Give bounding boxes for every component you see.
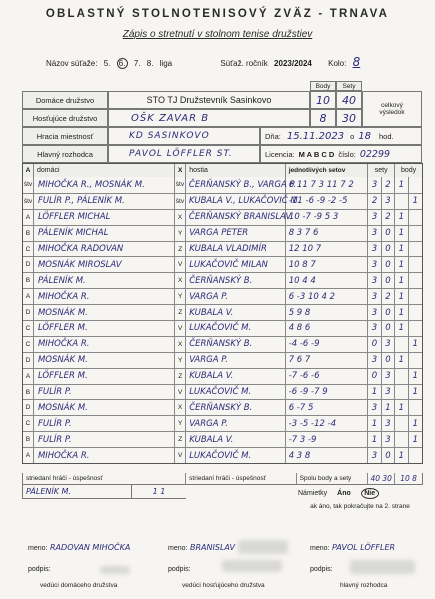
home-player: LÖFFLER MICHAL	[34, 210, 175, 225]
match-row-label-a: štv	[23, 177, 34, 193]
home-sets-won: 1	[368, 385, 381, 400]
home-point: 1	[395, 177, 408, 193]
away-player: LUKAČOVIČ M.	[186, 385, 286, 400]
match-row-label-a: štv	[23, 194, 34, 209]
away-sets-won: 0	[382, 321, 395, 336]
home-point: 1	[395, 226, 408, 241]
license-classes: M A B C D	[298, 149, 335, 159]
match-row-label-a: A	[23, 289, 34, 304]
match-row-label-a: C	[23, 242, 34, 257]
league-option-6-circled	[117, 58, 128, 69]
match-row-label-a: B	[23, 385, 34, 400]
away-point	[409, 257, 422, 272]
license-number-label: číslo:	[338, 149, 356, 159]
set-scores: 10 8 7	[286, 257, 369, 272]
home-point: 1	[395, 273, 408, 288]
home-sets-won: 3	[368, 400, 381, 415]
home-sets-won: 3	[368, 353, 381, 368]
away-point: 1	[412, 434, 419, 445]
match-row-label-a: B	[23, 432, 34, 447]
away-player: KUBALA V., LUKAČOVIČ M.	[186, 194, 286, 209]
subs-home-name: PÁLENÍK M.	[22, 485, 132, 499]
away-sets-won: 0	[382, 353, 395, 368]
home-player: MIHOČKA R.	[34, 337, 175, 352]
redaction	[100, 566, 130, 574]
home-player: MOSNÁK M.	[34, 305, 175, 320]
match-row	[23, 272, 422, 288]
match-row	[23, 336, 422, 352]
home-sets-won: 0	[368, 337, 381, 352]
league-option-7: 7.	[133, 59, 141, 68]
match-row	[23, 352, 422, 368]
sets-header: Sety	[336, 81, 362, 91]
match-row-label-a: C	[23, 321, 34, 336]
overall-result-label: celkový výsledok	[362, 91, 422, 127]
away-player: VARGA P.	[186, 289, 286, 304]
match-row	[23, 368, 422, 384]
home-leader-role: vedúci domáceho družstva	[40, 582, 118, 589]
home-player: MOSNÁK MIROSLAV	[34, 257, 175, 272]
match-row-label-x: X	[175, 400, 186, 415]
set-scores: -4 -6 -9	[286, 337, 369, 352]
home-point: 1	[395, 289, 408, 304]
home-sets-won: 3	[368, 257, 381, 272]
away-player: VARGA P.	[186, 416, 286, 431]
away-sets-won: 3	[382, 385, 395, 400]
match-row	[23, 209, 422, 225]
away-player: ČERŇANSKÝ B.	[186, 400, 286, 415]
set-scores: 4 8 6	[286, 321, 369, 336]
totals-row	[22, 473, 423, 485]
home-point: 1	[395, 448, 408, 463]
away-sets-won: 2	[382, 289, 395, 304]
home-sets-won: 1	[368, 432, 381, 447]
match-table	[22, 163, 423, 464]
match-row	[23, 320, 422, 336]
match-row-label-x: V	[175, 448, 186, 463]
set-scores: 8 3 7 6	[286, 226, 369, 241]
home-sets-won: 3	[368, 273, 381, 288]
match-row	[23, 304, 422, 320]
col-set-scores: jednotlivých setov	[286, 164, 369, 177]
home-sets-won: 3	[368, 226, 381, 241]
set-scores: 5 9 8	[286, 305, 369, 320]
home-sets-won: 0	[368, 369, 381, 384]
home-point: 1	[395, 321, 408, 336]
time-suffix: hod.	[379, 131, 394, 141]
col-home: domáci	[34, 164, 175, 177]
set-scores: 4 3 8	[286, 448, 369, 463]
match-row-label-a: A	[23, 448, 34, 463]
match-row	[23, 431, 422, 447]
home-sets-won: 3	[368, 210, 381, 225]
venue-value: KD SASINKOVO	[108, 127, 260, 145]
home-point: 1	[395, 257, 408, 272]
match-row-label-x: X	[175, 337, 186, 352]
round-label: Kolo:	[328, 59, 347, 68]
home-player: MIHOČKA R.	[34, 289, 175, 304]
time-prefix: o	[350, 131, 355, 141]
away-player: KUBALA VLADIMÍR	[186, 242, 286, 257]
away-point	[409, 400, 422, 415]
home-point: 1	[395, 400, 408, 415]
set-scores: 12 10 7	[286, 242, 369, 257]
home-sets-won: 2	[368, 194, 381, 209]
match-row-label-x: Z	[175, 242, 186, 257]
match-rows	[23, 177, 422, 463]
home-sets-won: 3	[368, 289, 381, 304]
away-sets-won: 3	[382, 194, 395, 209]
home-team-label: Domáce družstvo	[22, 91, 108, 109]
home-point: 1	[395, 353, 408, 368]
away-team-label: Hosťujúce družstvo	[22, 109, 108, 127]
referee-signature-name: PAVOL LÖFFLER	[332, 543, 396, 552]
away-player: LUKAČOVIČ MILAN	[186, 257, 286, 272]
remarks-note: ak áno, tak pokračujte na 2. strane	[310, 503, 410, 510]
home-sets-won: 3	[368, 242, 381, 257]
away-point	[409, 177, 422, 193]
home-player: MIHOČKA R.	[34, 448, 175, 463]
match-row-label-a: C	[23, 337, 34, 352]
referee-sign-label: podpis:	[310, 566, 333, 573]
match-row-label-x: X	[175, 210, 186, 225]
match-row-label-a: A	[23, 369, 34, 384]
away-team-name: OŠK ZAVAR B	[108, 109, 310, 127]
away-player: ČERŇANSKÝ B.	[186, 273, 286, 288]
home-player: MOSNÁK M.	[34, 400, 175, 415]
league-option-8: 8.	[146, 59, 154, 68]
away-point: 1	[412, 196, 418, 207]
points-header: Body	[310, 81, 336, 91]
match-row	[23, 256, 422, 272]
away-player: VARGA PETER	[186, 226, 286, 241]
date-label: Dňa:	[265, 131, 281, 141]
remarks-label: Námietky	[298, 490, 328, 497]
away-player: KUBALA V.	[186, 369, 286, 384]
home-player: FULÍR P.	[34, 432, 175, 447]
away-sets-won: 3	[382, 432, 395, 447]
league-option-6: 6.	[118, 59, 126, 68]
away-point	[409, 289, 422, 304]
set-scores: -7 3 -9	[286, 432, 369, 447]
away-player: LUKAČOVIČ M.	[186, 321, 286, 336]
match-row-label-x: štv	[175, 177, 186, 193]
match-row-label-x: Z	[175, 432, 186, 447]
season-label: Súťaž. ročník	[220, 59, 268, 68]
subs-home-result: 1 1	[132, 485, 186, 499]
remarks-no-circled	[361, 488, 379, 499]
match-row-label-a: C	[23, 416, 34, 431]
organization-title: OBLASTNÝ STOLNOTENISOVÝ ZVÄZ - TRNAVA	[45, 8, 390, 20]
away-sets-won: 0	[382, 448, 395, 463]
form-title: Zápis o stretnutí v stolnom tenise družstiev	[122, 29, 313, 40]
season-value: 2023/2024	[274, 59, 312, 68]
match-row-label-a: D	[23, 305, 34, 320]
away-sets-won: 0	[382, 257, 395, 272]
match-table-header	[23, 164, 422, 177]
subs-away-label: striedaní hráči - úspešnosť	[186, 473, 296, 484]
home-sets-won: 3	[368, 305, 381, 320]
away-sign-label: podpis:	[168, 566, 191, 573]
match-row-label-x: Y	[175, 416, 186, 431]
competition-label: Názov súťaže:	[46, 59, 98, 68]
home-point: 1	[395, 210, 408, 225]
match-row	[23, 415, 422, 431]
col-a: A	[23, 164, 34, 177]
time-value: 18	[358, 130, 372, 142]
away-point: 1	[412, 387, 419, 398]
set-scores: -3 -5 -12 -4	[286, 416, 369, 431]
away-sets-won: 0	[382, 273, 395, 288]
referee-label: Hlavný rozhodca	[22, 145, 108, 163]
set-scores: 6 -3 10 4 2	[286, 289, 369, 304]
license-field	[260, 145, 422, 163]
total-sets: 40 30	[368, 473, 395, 484]
match-row	[23, 384, 422, 400]
round-value: 8	[352, 55, 361, 69]
set-scores: 6 11 7 3 11 7 2	[286, 177, 368, 193]
col-points: body	[400, 167, 417, 174]
set-scores: -6 -9 -7 9	[286, 385, 369, 400]
away-point	[409, 448, 422, 463]
match-row-label-a: D	[23, 400, 34, 415]
home-player: FULÍR P.	[34, 416, 175, 431]
license-label: Licencia:	[265, 149, 295, 159]
match-row-label-x: štv	[175, 194, 186, 209]
home-leader-name-label: meno:	[28, 545, 48, 552]
home-point	[395, 369, 408, 384]
match-row-label-a: A	[23, 210, 34, 225]
venue-label: Hracia miestnosť	[22, 127, 108, 145]
referee-value: PAVOL LÖFFLER ST.	[108, 145, 260, 163]
away-point: 1	[412, 371, 419, 382]
match-row-label-x: Y	[175, 353, 186, 368]
home-player: LÖFFLER M.	[34, 369, 175, 384]
referee-name-label: meno:	[310, 545, 330, 552]
total-points: 10 8	[400, 474, 417, 483]
match-row-label-x: Y	[175, 226, 186, 241]
away-player: ČERŇANSKÝ B.	[186, 337, 286, 352]
home-player: MOSNÁK M.	[34, 353, 175, 368]
match-row	[23, 288, 422, 304]
home-point	[395, 416, 408, 431]
home-sets: 40	[336, 91, 362, 109]
col-sets: sety	[368, 164, 395, 177]
league-option-5: 5.	[103, 59, 111, 68]
subs-home-label: striedaní hráči - úspešnosť	[23, 473, 186, 484]
home-player: PÁLENÍK M.	[34, 273, 175, 288]
home-points: 10	[310, 91, 336, 109]
match-row	[23, 177, 422, 193]
home-point	[395, 337, 408, 352]
home-sets-won: 3	[368, 448, 381, 463]
redaction	[350, 560, 415, 574]
home-point	[395, 432, 408, 447]
match-row-label-a: D	[23, 257, 34, 272]
license-number: 02299	[359, 148, 391, 160]
match-row-label-x: V	[175, 257, 186, 272]
away-point	[409, 305, 422, 320]
away-point	[409, 242, 422, 257]
away-player: LUKAČOVIČ M.	[186, 448, 286, 463]
home-point	[395, 385, 408, 400]
home-sets-won: 1	[368, 416, 381, 431]
away-point: 1	[412, 418, 419, 429]
away-sets: 30	[336, 109, 362, 127]
away-sets-won: 3	[382, 369, 395, 384]
match-row	[23, 241, 422, 257]
away-point	[409, 321, 422, 336]
match-row-label-x: Z	[175, 369, 186, 384]
away-sets-won: 2	[382, 210, 395, 225]
home-point: 1	[395, 242, 408, 257]
league-word: liga	[159, 59, 173, 68]
redaction	[238, 540, 288, 554]
remarks-block	[298, 488, 422, 510]
away-player: KUBALA V.	[186, 432, 286, 447]
match-row-label-a: B	[23, 273, 34, 288]
away-sets-won: 2	[382, 177, 395, 193]
col-away: hostia	[186, 164, 286, 177]
away-player: ČERŇANSKÝ B., VARGA P.	[186, 177, 286, 193]
set-scores: -7 -6 -6	[286, 369, 369, 384]
remarks-no: Nie	[364, 490, 376, 497]
away-point	[409, 273, 422, 288]
match-row	[23, 399, 422, 415]
remarks-yes: Áno	[337, 490, 351, 497]
away-point	[409, 353, 422, 368]
home-player: PÁLENÍK MICHAL	[34, 226, 175, 241]
away-sets-won: 3	[382, 416, 395, 431]
home-team-name: STO TJ Družstevník Sasinkovo	[108, 91, 310, 109]
away-player: ČERŇANSKÝ BRANISLAV	[186, 210, 286, 225]
away-sets-won: 1	[382, 400, 395, 415]
home-player: FULÍR P.	[34, 385, 175, 400]
home-sets-won: 3	[368, 177, 381, 193]
away-leader-name-label: meno:	[168, 545, 188, 552]
match-row	[23, 447, 422, 463]
match-row-label-a: D	[23, 353, 34, 368]
home-player: LÖFFLER M.	[34, 321, 175, 336]
home-player: MIHOČKA RADOVAN	[34, 242, 175, 257]
match-row-label-x: X	[175, 273, 186, 288]
date-field	[260, 127, 422, 145]
home-player: FULÍR P., PÁLENÍK M.	[34, 194, 175, 209]
match-row	[23, 225, 422, 241]
date-value: 15.11.2023	[286, 130, 345, 142]
away-sets-won: 0	[382, 242, 395, 257]
match-row-label-x: V	[175, 385, 186, 400]
match-row-label-x: Y	[175, 289, 186, 304]
set-scores: 10 -7 -9 5 3	[286, 210, 368, 225]
away-points: 8	[310, 109, 336, 127]
match-row-label-a: B	[23, 226, 34, 241]
away-point: 1	[412, 339, 419, 350]
home-sign-label: podpis:	[28, 566, 51, 573]
away-player: VARGA P.	[186, 353, 286, 368]
away-sets-won: 0	[382, 226, 395, 241]
away-sets-won: 0	[382, 305, 395, 320]
match-row-label-x: V	[175, 321, 186, 336]
total-label: Spolu body a sety	[297, 473, 369, 484]
set-scores: 6 -7 5	[286, 400, 369, 415]
home-point	[395, 194, 408, 209]
redaction	[222, 560, 282, 572]
away-leader-role: vedúci hosťujúceho družstva	[182, 582, 265, 589]
away-leader-name: BRANISLAV	[190, 543, 235, 552]
home-player: MIHOČKA R., MOSNÁK M.	[34, 177, 175, 193]
home-point: 1	[395, 305, 408, 320]
away-point	[409, 210, 422, 225]
match-row	[23, 193, 422, 209]
away-player: KUBALA V.	[186, 305, 286, 320]
set-scores: 7 6 7	[286, 353, 369, 368]
home-sets-won: 3	[368, 321, 381, 336]
match-row-label-x: Z	[175, 305, 186, 320]
competition-row	[46, 55, 364, 69]
col-x: X	[175, 164, 186, 177]
away-point	[409, 226, 422, 241]
set-scores: 10 4 4	[286, 273, 369, 288]
away-sets-won: 3	[382, 337, 395, 352]
referee-role: hlavný rozhodca	[340, 582, 388, 589]
set-scores: -11 -6 -9 -2 -5	[286, 194, 368, 209]
home-leader-name: RADOVAN MIHOČKA	[50, 543, 131, 552]
